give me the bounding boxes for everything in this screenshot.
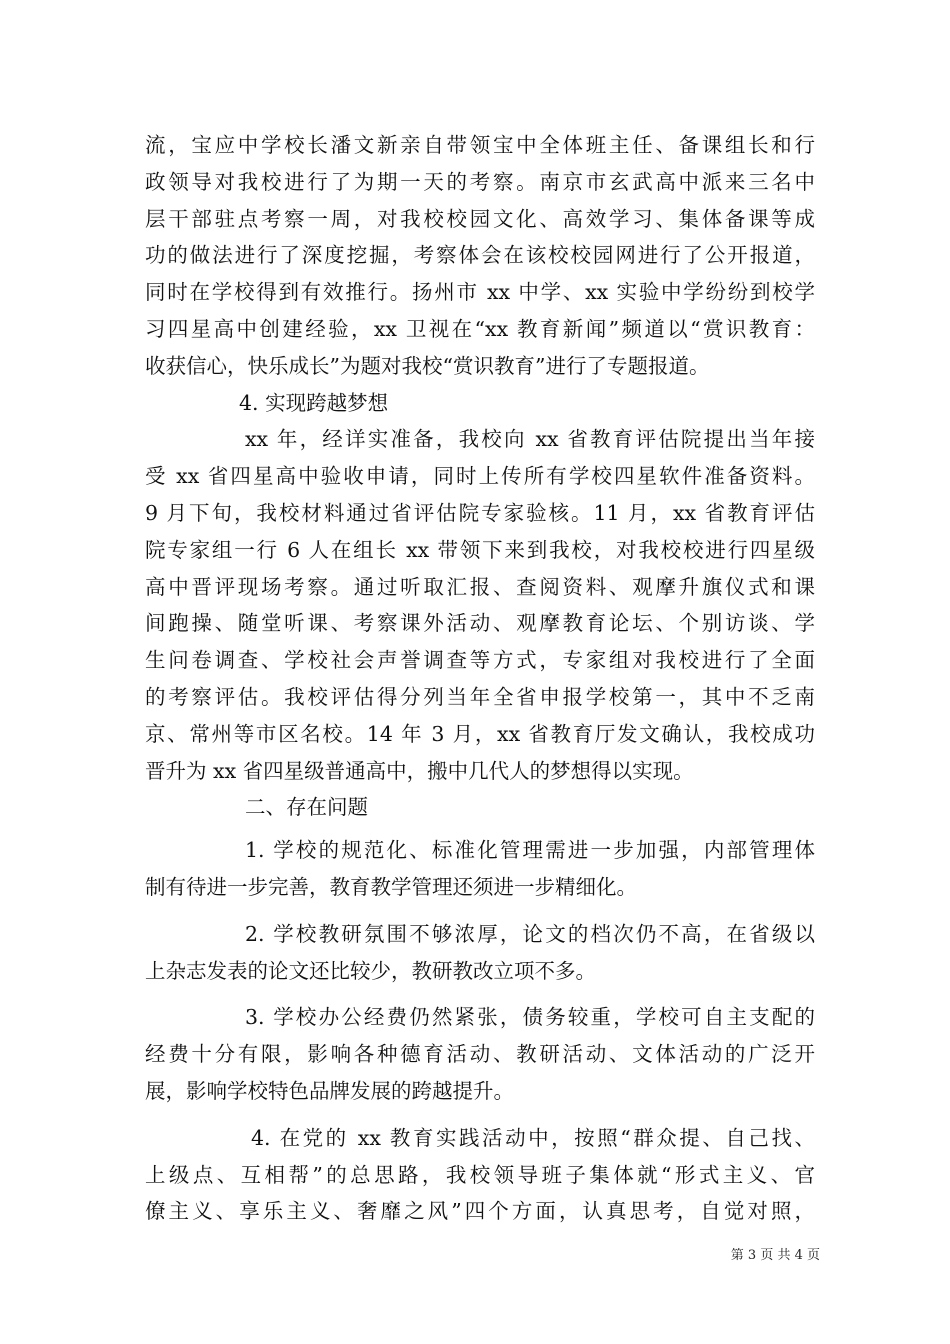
text-line: 间跑操、随堂听课、考察课外活动、观摩教育论坛、个别访谈、学: [145, 611, 815, 636]
page-number-footer: 第 3 页 共 4 页: [730, 1248, 820, 1263]
text-line: 政领导对我校进行了为期一天的考察。南京市玄武高中派来三名中: [145, 169, 815, 194]
text-line: 2. 学校教研氛围不够浓厚，论文的档次仍不高，在省级以: [245, 921, 815, 946]
text-line: 晋升为 xx 省四星级普通高中，搬中几代人的梦想得以实现。: [145, 758, 694, 783]
text-line: 展，影响学校特色品牌发展的跨越提升。: [145, 1078, 514, 1103]
text-line: 上级点、互相帮”的总思路，我校领导班子集体就“形式主义、官: [145, 1162, 815, 1187]
text-line: 习四星高中创建经验，xx 卫视在“xx 教育新闻”频道以“赏识教育：: [145, 316, 815, 341]
text-line: 收获信心，快乐成长”为题对我校“赏识教育”进行了专题报道。: [145, 353, 710, 378]
text-line: 1. 学校的规范化、标准化管理需进一步加强，内部管理体: [245, 838, 815, 863]
text-line: 受 xx 省四星高中验收申请，同时上传所有学校四星软件准备资料。: [145, 464, 815, 489]
text-line: 上杂志发表的论文还比较少，教研教改立项不多。: [145, 958, 596, 983]
section-heading: 4. 实现跨越梦想: [239, 390, 389, 415]
text-line: 同时在学校得到有效推行。扬州市 xx 中学、xx 实验中学纷纷到校学: [145, 280, 815, 305]
text-line: xx 年，经详实准备，我校向 xx 省教育评估院提出当年接: [245, 427, 815, 452]
text-line: 院专家组一行 6 人在组长 xx 带领下来到我校，对我校校进行四星级: [145, 537, 815, 562]
text-line: 的考察评估。我校评估得分列当年全省申报学校第一，其中不乏南: [145, 684, 815, 709]
text-line: 高中晋评现场考察。通过听取汇报、查阅资料、观摩升旗仪式和课: [145, 574, 815, 599]
text-line: 制有待进一步完善，教育教学管理还须进一步精细化。: [145, 874, 637, 899]
text-line: 京、常州等市区名校。14 年 3 月，xx 省教育厅发文确认，我校成功: [145, 721, 815, 746]
text-line: 流，宝应中学校长潘文新亲自带领宝中全体班主任、备课组长和行: [145, 133, 815, 157]
body-text: [145, 127, 815, 1230]
text-line: 经费十分有限，影响各种德育活动、教研活动、文体活动的广泛开: [145, 1042, 815, 1067]
text-line: 功的做法进行了深度挖掘，考察体会在该校校园网进行了公开报道，: [145, 243, 815, 268]
section-heading: 二、存在问题: [245, 795, 368, 820]
text-line: 9 月下旬，我校材料通过省评估院专家验核。11 月，xx 省教育评估: [145, 500, 815, 525]
text-line: 4. 在党的 xx 教育实践活动中，按照“群众提、自己找、: [251, 1125, 815, 1150]
text-line: 僚主义、享乐主义、奢靡之风”四个方面，认真思考，自觉对照，: [145, 1199, 815, 1224]
text-line: 3. 学校办公经费仍然紧张，债务较重，学校可自主支配的: [245, 1005, 815, 1030]
text-line: 层干部驻点考察一周，对我校校园文化、高效学习、集体备课等成: [145, 206, 815, 231]
text-line: 生问卷调查、学校社会声誉调查等方式，专家组对我校进行了全面: [145, 648, 815, 673]
